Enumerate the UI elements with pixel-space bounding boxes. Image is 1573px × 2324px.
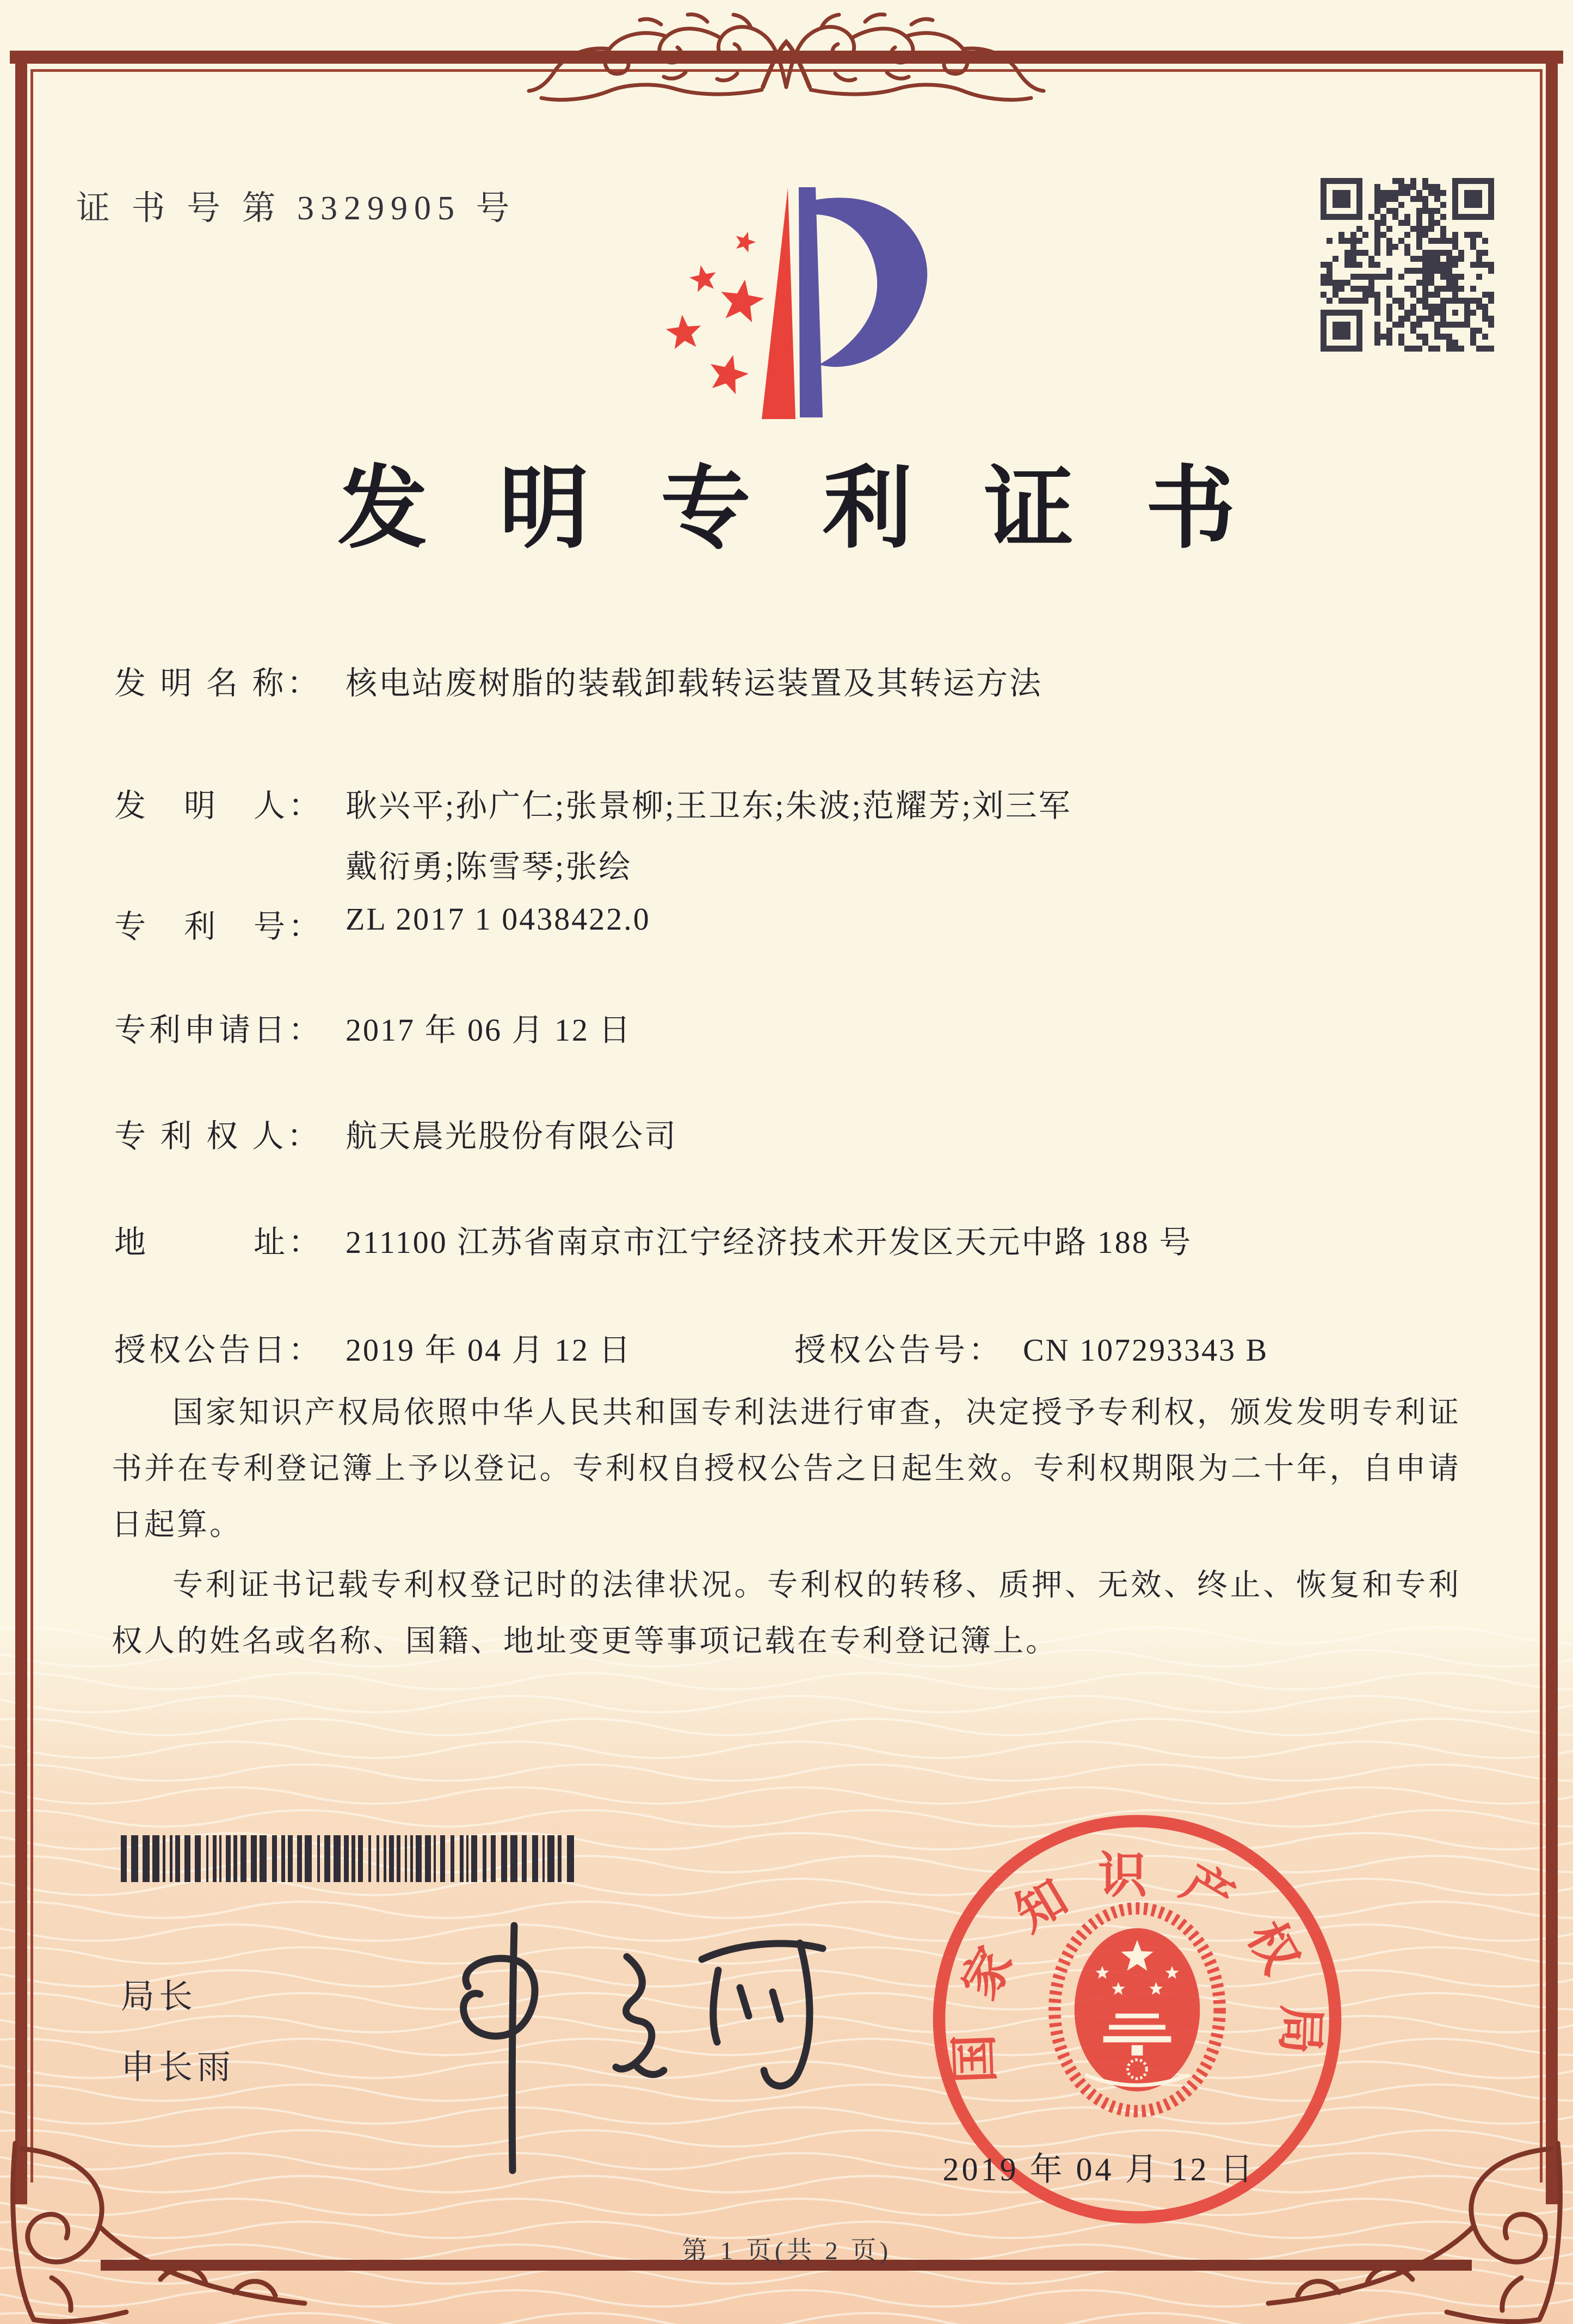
field-label: 专 利 权 人：	[114, 1118, 322, 1154]
logo-purple-bar	[799, 187, 823, 417]
field-inventors-line2: 戴衍勇;陈雪琴;张绘	[346, 849, 632, 884]
field-label: 专利申请日：	[114, 1012, 324, 1048]
field-value: ZL 2017 1 0438422.0	[346, 901, 651, 937]
field-grant-no	[794, 1324, 1268, 1370]
field-filing-date	[114, 1004, 632, 1050]
certificate-title: 发明专利证书	[337, 459, 1307, 559]
body-paragraph-1: 国家知识产权局依照中华人民共和国专利法进行审查，决定授予专利权，颁发发明专利证书并在专利登记簿上予以登记。专利权自授权公告之日起生效。专利权期限为二十年，自申请日起算。	[112, 1396, 1461, 1542]
seal-date: 2019 年 04 月 12 日	[942, 2151, 1256, 2187]
certificate-number: 证 书 号 第 3329905 号	[76, 190, 516, 227]
field-value: 2017 年 06 月 12 日	[346, 1012, 632, 1048]
field-label: 授权公告日：	[114, 1332, 324, 1368]
logo-red-wedge	[762, 188, 795, 419]
body-paragraph-2: 专利证书记载专利权登记时的法律状况。专利权的转移、质押、无效、终止、恢复和专利权人的姓名或名称、国籍、地址变更等事项记载在专利登记簿上。	[112, 1569, 1461, 1658]
field-value: 211100 江苏省南京市江宁经济技术开发区天元中路 188 号	[346, 1225, 1193, 1260]
field-value: 航天晨光股份有限公司	[346, 1118, 678, 1154]
field-label: 授权公告号：	[794, 1332, 1004, 1368]
field-patent-no	[114, 901, 651, 946]
field-label: 发 明 名 称：	[114, 666, 322, 701]
field-value: 耿兴平;孙广仁;张景柳;王卫东;朱波;范耀芳;刘三军	[346, 788, 1072, 823]
field-label: 专 利 号：	[114, 909, 324, 944]
qr-code	[1321, 178, 1494, 352]
field-grant-date	[114, 1324, 632, 1370]
field-invention-name	[114, 657, 1043, 703]
field-label: 发 明 人：	[114, 788, 324, 823]
field-value: CN 107293343 B	[1023, 1332, 1269, 1368]
field-inventors	[114, 780, 1072, 826]
field-value: 核电站废树脂的装载卸载转运装置及其转运方法	[346, 666, 1043, 701]
seal-ring-text: 国家知识产权局	[946, 1849, 1328, 2085]
field-address	[114, 1216, 1192, 1262]
cnipa-logo	[623, 158, 960, 425]
director-title-label: 局长	[121, 1978, 198, 2015]
field-label: 地 址：	[114, 1225, 324, 1260]
seal-national-emblem	[1054, 1908, 1219, 2111]
barcode	[121, 1835, 578, 1882]
page-number-footer: 第 1 页(共 2 页)	[681, 2237, 892, 2265]
border-right-band	[1546, 51, 1558, 2204]
border-left-band	[15, 51, 27, 2204]
logo-stars	[666, 232, 764, 394]
border-left-inner-rule	[30, 69, 33, 2182]
logo-purple-bowl	[813, 198, 927, 367]
border-right-inner-rule	[1540, 69, 1543, 2182]
dragon-ornament	[517, 8, 1056, 112]
field-patentee	[114, 1110, 677, 1156]
field-value: 2019 年 04 月 12 日	[346, 1332, 632, 1368]
director-signature	[424, 1905, 871, 2188]
director-name-label: 申长雨	[121, 2049, 236, 2086]
